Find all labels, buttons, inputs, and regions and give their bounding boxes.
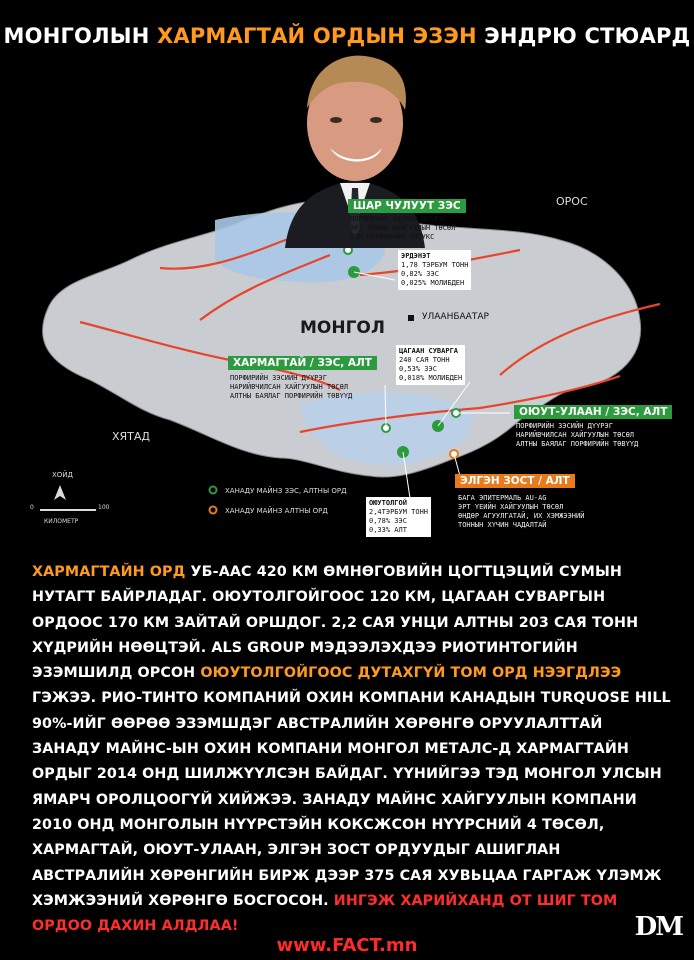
oyut-ulaan-desc: ПОРФИРИЙН ЗЭСИЙН ДҮҮРЭГ НАРИЙВЧИЛСАН ХАЙГУУЛЫН ТӨСӨЛ АЛТНЫ БАЯЛАГ ПОРФИРИЙН ТӨВҮҮД xyxy=(516,422,639,448)
title-pre: МОНГОЛЫН xyxy=(3,24,157,48)
elgen-zost-desc: БАГА ЭПИТЕРМАЛЬ AU-AG ЭРТ ҮЕИЙН ХАЙГУУЛЫН ТӨСӨЛ ӨНДӨР АГУУЛГАТАЙ, ИХ ХЭМЖЭЭНИЙ ТОННЫН ХҮЧИН ЧАДАЛТАЙ xyxy=(458,494,585,529)
capital-marker xyxy=(408,315,414,321)
article-body xyxy=(32,560,672,939)
north-label: ХОЙД xyxy=(52,471,74,479)
russia-label: ОРОС xyxy=(556,195,588,208)
scale-label: КИЛОМЕТР xyxy=(44,518,79,525)
site-link[interactable]: www.FACT.mn xyxy=(276,935,418,956)
title-highlight: ХАРМАГТАЙ ОРДЫН ЭЗЭН xyxy=(157,24,477,48)
kharmagtai-tag: ХАРМАГТАЙ / ЗЭС, АЛТ xyxy=(228,356,377,370)
scale-end: 100 xyxy=(98,504,110,511)
legend-orange-dot xyxy=(210,507,217,514)
shar-chuluut-tag: ШАР ЧУЛУУТ ЗЭС xyxy=(348,199,466,213)
tsagaan-callout: ЦАГААН СУВАРГА 240 САЯ ТОНН 0,53% ЗЭС 0,018% МОЛИБДЕН xyxy=(396,345,465,385)
title-post: ЭНДРЮ СТЮАРД xyxy=(476,24,691,48)
oyut-ulaan-tag: ОЮУТ-УЛААН / ЗЭС, АЛТ xyxy=(514,405,672,419)
body-part-2: ГЭЖЭЭ. РИО-ТИНТО КОМПАНИЙ ОХИН КОМПАНИ КАНАДЫН TURQUOSE HILL 90%-ИЙГ ӨӨРӨӨ ЭЗЭМШДЭГ АВСТРАЛИЙН ХӨРӨНГӨ ОРУУЛАЛТТАЙ ЗАНАДУ МАЙНС-ЫН ОХИН КОМПАНИ МОНГОЛ МЕТАЛС-Д ХАРМАГТАЙН ОРДЫГ 2014 ОНД ШИЛЖҮҮЛСЭН БАЙДАГ. ҮҮНИЙГЭЭ ТЭД МОНГОЛ УЛСЫН ЯМАРЧ ОРОЛЦООГҮЙ ХИЙЖЭЭ. ЗАНАДУ МАЙНС ХАЙГУУЛЫН КОМПАНИ 2010 ОНД МОНГОЛЫН НҮҮРСТЭЙН КОКСЖСОН НҮҮРСНИЙ 4 ТӨСӨЛ, ХАРМАГТАЙ, ОЮУТ-УЛААН, ЭЛГЭН ЗОСТ ОРДУУДЫГ АШИГЛАН АВСТРАЛИЙН ХӨРӨНГИЙН БИРЖ ДЭЭР 375 САЯ ХУВЬЦАА ГАРГАЖ ҮЛЭМЖ ХЭМЖЭЭНИЙ ХӨРӨНГӨ БОСГОСОН. xyxy=(32,690,671,909)
oyu-highlight: ОЮУТОЛГОЙГООС ДУТАХГҮЙ ТОМ ОРД НЭЭГДЛЭЭ xyxy=(200,665,622,682)
closing-red-text: ИНГЭЖ ХАРИЙХАНД ОТ ШИГ ТОМ ОРДОО ДАХИН АЛДЛАА! xyxy=(32,892,618,935)
legend-green-dot xyxy=(210,487,217,494)
body-part-1: УБ-ААС 420 КМ ӨМНӨГОВИЙН ЦОГТЦЭЦИЙ СУМЫН НУТАГТ БАЙРЛАДАГ. ОЮУТОЛГОЙГООС 120 КМ, ЦАГААН СУВАРГЫН ОРДООС 170 КМ ЗАЙТАЙ ОРШДОГ. 2,2 САЯ УНЦИ АЛТНЫ 203 САЯ ТОНН ХҮДРИЙН НӨӨЦТЭЙ. ALS GROUP МЭДЭЭЛЭХДЭЭ РИОТИНТОГИЙН ЭЗЭМШИЛД ОРСОН xyxy=(32,564,639,682)
shar-chuluut-desc: ПОРФИРИЙН ЗЭСИЙН ДҮҮРЭГ ЭРТ ҮЕИЙН ХАЙГУУЛЫН ТӨСӨЛ ТОМ ПОРФИРИЙН ЛИТУКС xyxy=(350,215,456,241)
erdenet-callout: ЭРДЭНЭТ 1,78 ТЭРБУМ ТОНН 0,82% ЗЭС 0,025% МОЛИБДЕН xyxy=(398,250,471,290)
oyu-tolgoi-callout: ОЮУТОЛГОЙ 2,4ТЭРБУМ ТОНН 0,78% ЗЭС 0,33% АЛТ xyxy=(366,497,431,537)
china-label: ХЯТАД xyxy=(112,430,151,443)
page-title xyxy=(0,24,694,48)
country-label: МОНГОЛ xyxy=(300,318,385,338)
legend-green: ХАНАДУ МАЙНЗ ЗЭС, АЛТНЫ ОРД xyxy=(225,487,347,495)
scale-start: 0 xyxy=(30,504,34,511)
elgen-zost-tag: ЭЛГЭН ЗОСТ / АЛТ xyxy=(455,474,575,488)
kharmagtai-highlight: ХАРМАГТАЙН ОРД xyxy=(32,564,186,580)
north-arrow-icon xyxy=(54,485,66,500)
capital-label: УЛААНБААТАР xyxy=(422,312,489,322)
kharmagtai-desc: ПОРФИРИЙН ЗЭСИЙН ДҮҮРЭГ НАРИЙВЧИЛСАН ХАЙГУУЛЫН ТӨСӨЛ АЛТНЫ БАЯЛАГ ПОРФИРИЙН ТӨВҮҮД xyxy=(230,374,353,400)
dm-logo: DM xyxy=(634,912,682,942)
legend-orange: ХАНАДУ МАЙНЗ АЛТНЫ ОРД xyxy=(225,507,328,515)
